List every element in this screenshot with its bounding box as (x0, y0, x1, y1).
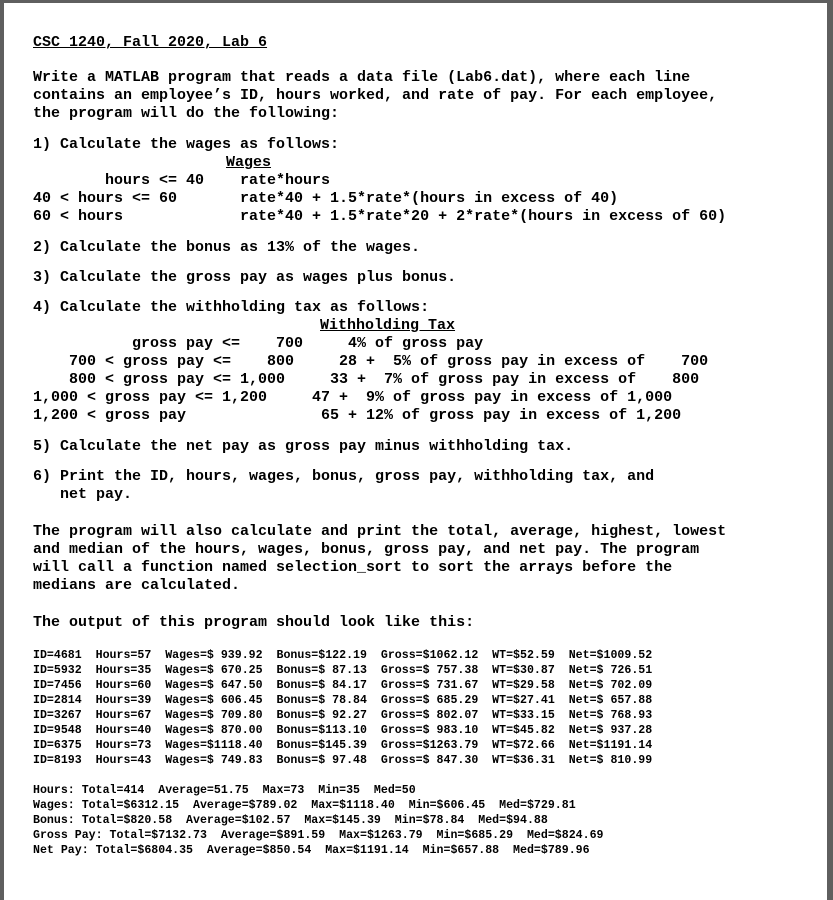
intro-line: Write a MATLAB program that reads a data file (Lab6.dat), where each line (33, 69, 691, 86)
intro-line: the program will do the following: (33, 105, 340, 122)
summary-line: will call a function named selection_sort to sort the arrays before the (33, 559, 673, 576)
output-row: ID=3267 Hours=67 Wages=$ 709.80 Bonus=$ 92.27 Gross=$ 802.07 WT=$33.15 Net=$ 768.93 (33, 709, 653, 722)
tax-row: 800 < gross pay <= 1,000 33 + 7% of gross pay in excess of 800 (33, 371, 700, 388)
tax-row: gross pay <= 700 4% of gross pay (33, 335, 484, 352)
stats-row: Hours: Total=414 Average=51.75 Max=73 Min=35 Med=50 (33, 784, 416, 797)
wages-row: 60 < hours rate*40 + 1.5*rate*20 + 2*rate*(hours in excess of 60) (33, 208, 727, 225)
output-row: ID=8193 Hours=43 Wages=$ 749.83 Bonus=$ 97.48 Gross=$ 847.30 WT=$36.31 Net=$ 810.99 (33, 754, 653, 767)
output-row: ID=7456 Hours=60 Wages=$ 647.50 Bonus=$ 84.17 Gross=$ 731.67 WT=$29.58 Net=$ 702.09 (33, 679, 653, 692)
output-row: ID=6375 Hours=73 Wages=$1118.40 Bonus=$145.39 Gross=$1263.79 WT=$72.66 Net=$1191.14 (33, 739, 653, 752)
tax-row: 1,200 < gross pay 65 + 12% of gross pay in excess of 1,200 (33, 407, 682, 424)
step4-heading: 4) Calculate the withholding tax as follows: (33, 299, 430, 316)
output-row: ID=2814 Hours=39 Wages=$ 606.45 Bonus=$ 78.84 Gross=$ 685.29 WT=$27.41 Net=$ 657.88 (33, 694, 653, 707)
wages-row: 40 < hours <= 60 rate*40 + 1.5*rate*(hours in excess of 40) (33, 190, 619, 207)
output-row: ID=4681 Hours=57 Wages=$ 939.92 Bonus=$122.19 Gross=$1062.12 WT=$52.59 Net=$1009.52 (33, 649, 653, 662)
wages-row: hours <= 40 rate*hours (33, 172, 331, 189)
output-row: ID=5932 Hours=35 Wages=$ 670.25 Bonus=$ 87.13 Gross=$ 757.38 WT=$30.87 Net=$ 726.51 (33, 664, 653, 677)
summary-line: The program will also calculate and print the total, average, highest, lowest (33, 523, 727, 540)
wages-table-header: Wages (226, 154, 272, 171)
intro-line: contains an employee’s ID, hours worked, and rate of pay. For each employee, (33, 87, 718, 104)
stats-row: Wages: Total=$6312.15 Average=$789.02 Max=$1118.40 Min=$606.45 Med=$729.81 (33, 799, 576, 812)
summary-line: and median of the hours, wages, bonus, gross pay, and net pay. The program (33, 541, 700, 558)
step2-text: 2) Calculate the bonus as 13% of the wages. (33, 239, 421, 256)
stats-row: Net Pay: Total=$6804.35 Average=$850.54 Max=$1191.14 Min=$657.88 Med=$789.96 (33, 844, 590, 857)
document-title: CSC 1240, Fall 2020, Lab 6 (33, 34, 268, 51)
output-heading: The output of this program should look like this: (33, 614, 475, 631)
stats-row: Bonus: Total=$820.58 Average=$102.57 Max=$145.39 Min=$78.84 Med=$94.88 (33, 814, 548, 827)
step3-text: 3) Calculate the gross pay as wages plus bonus. (33, 269, 457, 286)
step5-text: 5) Calculate the net pay as gross pay minus withholding tax. (33, 438, 574, 455)
document-page (4, 3, 827, 900)
tax-table-header: Withholding Tax (320, 317, 456, 334)
step6-text: net pay. (33, 486, 133, 503)
summary-line: medians are calculated. (33, 577, 241, 594)
step1-heading: 1) Calculate the wages as follows: (33, 136, 340, 153)
stats-row: Gross Pay: Total=$7132.73 Average=$891.59 Max=$1263.79 Min=$685.29 Med=$824.69 (33, 829, 604, 842)
step6-text: 6) Print the ID, hours, wages, bonus, gross pay, withholding tax, and (33, 468, 655, 485)
tax-row: 1,000 < gross pay <= 1,200 47 + 9% of gross pay in excess of 1,000 (33, 389, 673, 406)
output-row: ID=9548 Hours=40 Wages=$ 870.00 Bonus=$113.10 Gross=$ 983.10 WT=$45.82 Net=$ 937.28 (33, 724, 653, 737)
tax-row: 700 < gross pay <= 800 28 + 5% of gross pay in excess of 700 (33, 353, 709, 370)
